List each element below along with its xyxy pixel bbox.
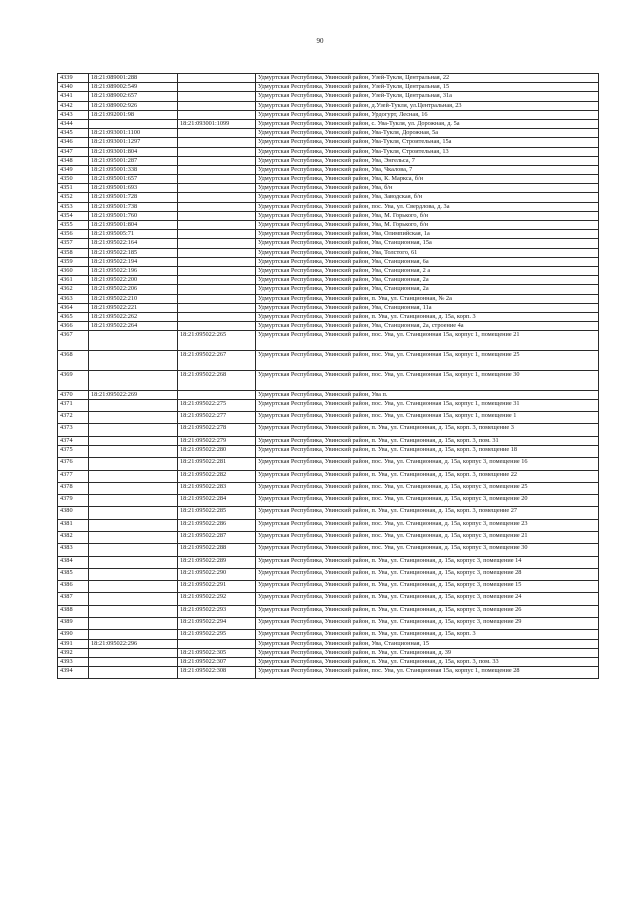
address-cell: Удмуртская Республика, Увинский район, п. Ува, ул. Станционная, д. 15а, корпус 3, помещение 14 xyxy=(256,556,599,568)
cadastral-number-cell xyxy=(89,581,178,593)
previous-number-cell: 18:21:095022:290 xyxy=(178,568,256,580)
row-number-cell: 4389 xyxy=(58,618,89,630)
cadastral-number-cell: 18:21:095022:200 xyxy=(89,276,178,285)
cadastral-number-cell xyxy=(89,556,178,568)
previous-number-cell xyxy=(178,202,256,211)
previous-number-cell xyxy=(178,193,256,202)
table-row xyxy=(58,175,599,184)
address-cell: Удмуртская Республика, Увинский район, Ува, Олимпийская, 1а xyxy=(256,230,599,239)
row-number-cell: 4375 xyxy=(58,445,89,457)
cadastral-number-cell: 18:21:093001:804 xyxy=(89,147,178,156)
table-row xyxy=(58,531,599,543)
previous-number-cell xyxy=(178,230,256,239)
previous-number-cell: 18:21:095022:307 xyxy=(178,657,256,666)
previous-number-cell: 18:21:095022:293 xyxy=(178,605,256,617)
previous-number-cell xyxy=(178,303,256,312)
table-row xyxy=(58,519,599,531)
table-row xyxy=(58,248,599,257)
table-row xyxy=(58,138,599,147)
table-row xyxy=(58,230,599,239)
address-cell: Удмуртская Республика, Увинский район, п. Ува, ул. Станционная, д. 15а, корп. 3, пом. 33 xyxy=(256,657,599,666)
row-number-cell: 4363 xyxy=(58,294,89,303)
table-row xyxy=(58,331,599,351)
row-number-cell: 4355 xyxy=(58,221,89,230)
previous-number-cell: 18:21:095022:291 xyxy=(178,581,256,593)
row-number-cell: 4349 xyxy=(58,165,89,174)
row-number-cell: 4352 xyxy=(58,193,89,202)
row-number-cell: 4394 xyxy=(58,667,89,679)
table-row xyxy=(58,285,599,294)
address-cell: Удмуртская Республика, Увинский район, Ува, Станционная, 2а xyxy=(256,285,599,294)
cadastral-number-cell xyxy=(89,507,178,519)
previous-number-cell: 18:21:095022:280 xyxy=(178,445,256,457)
previous-number-cell: 18:21:095022:279 xyxy=(178,436,256,445)
previous-number-cell xyxy=(178,312,256,321)
address-cell: Удмуртская Республика, Увинский район, Ува-Тукля, Строительная, 13 xyxy=(256,147,599,156)
cadastral-number-cell xyxy=(89,351,178,371)
table-row xyxy=(58,458,599,470)
address-cell: Удмуртская Республика, Увинский район, п. Ува, ул. Станционная, № 2а xyxy=(256,294,599,303)
cadastral-number-cell xyxy=(89,412,178,424)
table-row xyxy=(58,482,599,494)
address-cell: Удмуртская Республика, Увинский район, п. Ува, ул. Станционная, д. 15а, корп. 3, помещение 27 xyxy=(256,507,599,519)
table-row xyxy=(58,667,599,679)
row-number-cell: 4344 xyxy=(58,119,89,128)
table-row xyxy=(58,495,599,507)
row-number-cell: 4393 xyxy=(58,657,89,666)
cadastral-number-cell: 18:21:095022:269 xyxy=(89,390,178,399)
property-register-table xyxy=(57,73,599,679)
address-cell: Удмуртская Республика, Увинский район, п. Ува, ул. Станционная, д. 15а, корп. 3, пом. 31 xyxy=(256,436,599,445)
previous-number-cell: 18:21:095022:278 xyxy=(178,424,256,436)
address-cell: Удмуртская Республика, Увинский район, Ува, М. Горького, б/н xyxy=(256,211,599,220)
row-number-cell: 4380 xyxy=(58,507,89,519)
table-row xyxy=(58,276,599,285)
previous-number-cell: 18:21:095022:281 xyxy=(178,458,256,470)
previous-number-cell xyxy=(178,156,256,165)
previous-number-cell xyxy=(178,221,256,230)
previous-number-cell xyxy=(178,92,256,101)
previous-number-cell xyxy=(178,184,256,193)
row-number-cell: 4350 xyxy=(58,175,89,184)
row-number-cell: 4373 xyxy=(58,424,89,436)
previous-number-cell xyxy=(178,129,256,138)
previous-number-cell xyxy=(178,285,256,294)
row-number-cell: 4367 xyxy=(58,331,89,351)
previous-number-cell xyxy=(178,74,256,83)
cadastral-number-cell: 18:21:095001:657 xyxy=(89,175,178,184)
cadastral-number-cell: 18:21:095022:194 xyxy=(89,257,178,266)
row-number-cell: 4361 xyxy=(58,276,89,285)
row-number-cell: 4379 xyxy=(58,495,89,507)
address-cell: Удмуртская Республика, Увинский район, с. Ува-Тукля, ул. Дорожная, д. 5а xyxy=(256,119,599,128)
address-cell: Удмуртская Республика, Увинский район, Ува, К. Маркса, б/н xyxy=(256,175,599,184)
table-row xyxy=(58,74,599,83)
address-cell: Удмуртская Республика, Увинский район, пос. Ува, ул. Станционная, д. 15а, корпус 3, помещение 23 xyxy=(256,519,599,531)
address-cell: Удмуртская Республика, Увинский район, Урдогурт, Лесная, 16 xyxy=(256,110,599,119)
address-cell: Удмуртская Республика, Увинский район, п. Ува, ул. Станционная, д. 15а, корп. 3, помещение 3 xyxy=(256,424,599,436)
address-cell: Удмуртская Республика, Увинский район, пос. Ува, ул. Станционная 15а, корпус 1, помещение 21 xyxy=(256,331,599,351)
previous-number-cell: 18:21:095022:283 xyxy=(178,482,256,494)
address-cell: Удмуртская Республика, Увинский район, п. Ува, ул. Станционная, д. 15а, корпус 3, помещение 15 xyxy=(256,581,599,593)
cadastral-number-cell: 18:21:095001:738 xyxy=(89,202,178,211)
address-cell: Удмуртская Республика, Увинский район, Ува, Станционная, 15 xyxy=(256,639,599,648)
address-cell: Удмуртская Республика, Увинский район, пос. Ува, ул. Свердлова, д. 3а xyxy=(256,202,599,211)
previous-number-cell xyxy=(178,101,256,110)
table-row xyxy=(58,424,599,436)
table-row xyxy=(58,110,599,119)
table-row xyxy=(58,445,599,457)
table-row xyxy=(58,639,599,648)
table-row xyxy=(58,544,599,556)
address-cell: Удмуртская Республика, Увинский район, пос. Ува, ул. Станционная, д. 15а, корпус 3, помещение 30 xyxy=(256,544,599,556)
address-cell: Удмуртская Республика, Увинский район, Ува-Тукля, Дорожная, 5а xyxy=(256,129,599,138)
table-row xyxy=(58,294,599,303)
row-number-cell: 4390 xyxy=(58,630,89,639)
cadastral-number-cell xyxy=(89,445,178,457)
address-cell: Удмуртская Республика, Увинский район, Ува, Станционная, 15а xyxy=(256,239,599,248)
previous-number-cell: 18:21:093001:1099 xyxy=(178,119,256,128)
cadastral-number-cell: 18:21:095001:760 xyxy=(89,211,178,220)
address-cell: Удмуртская Республика, Увинский район, Ува, Заводская, б/н xyxy=(256,193,599,202)
cadastral-number-cell: 18:21:095001:693 xyxy=(89,184,178,193)
table-row xyxy=(58,211,599,220)
previous-number-cell xyxy=(178,266,256,275)
cadastral-number-cell xyxy=(89,399,178,411)
cadastral-number-cell xyxy=(89,544,178,556)
row-number-cell: 4359 xyxy=(58,257,89,266)
row-number-cell: 4381 xyxy=(58,519,89,531)
cadastral-number-cell: 18:21:092001:98 xyxy=(89,110,178,119)
row-number-cell: 4364 xyxy=(58,303,89,312)
address-cell: Удмуртская Республика, Увинский район, Ува п. xyxy=(256,390,599,399)
previous-number-cell: 18:21:095022:308 xyxy=(178,667,256,679)
table-row xyxy=(58,312,599,321)
row-number-cell: 4342 xyxy=(58,101,89,110)
address-cell: Удмуртская Республика, Увинский район, п. Ува, ул. Станционная, д. 15а, корп. 3, помещение 22 xyxy=(256,470,599,482)
address-cell: Удмуртская Республика, Увинский район, Узей-Тукля, Центральная, 31а xyxy=(256,92,599,101)
cadastral-number-cell xyxy=(89,648,178,657)
row-number-cell: 4343 xyxy=(58,110,89,119)
previous-number-cell: 18:21:095022:287 xyxy=(178,531,256,543)
previous-number-cell: 18:21:095022:305 xyxy=(178,648,256,657)
row-number-cell: 4348 xyxy=(58,156,89,165)
cadastral-number-cell xyxy=(89,519,178,531)
table-row xyxy=(58,119,599,128)
cadastral-number-cell: 18:21:095022:210 xyxy=(89,294,178,303)
table-row xyxy=(58,156,599,165)
address-cell: Удмуртская Республика, Увинский район, п. Ува, ул. Станционная, д. 15а, корпус 3, помещение 26 xyxy=(256,605,599,617)
address-cell: Удмуртская Республика, Увинский район, пос. Ува, ул. Станционная, д. 15а, корпус 3, помещение 21 xyxy=(256,531,599,543)
cadastral-number-cell xyxy=(89,531,178,543)
table-row xyxy=(58,412,599,424)
previous-number-cell xyxy=(178,147,256,156)
address-cell: Удмуртская Республика, Увинский район, п. Ува, ул. Станционная, д. 15а, корп. 3 xyxy=(256,312,599,321)
table-row xyxy=(58,129,599,138)
cadastral-number-cell: 18:21:095022:264 xyxy=(89,322,178,331)
row-number-cell: 4345 xyxy=(58,129,89,138)
cadastral-number-cell: 18:21:095022:196 xyxy=(89,266,178,275)
cadastral-number-cell xyxy=(89,657,178,666)
address-cell: Удмуртская Республика, Увинский район, Ува, б/н xyxy=(256,184,599,193)
row-number-cell: 4340 xyxy=(58,83,89,92)
row-number-cell: 4358 xyxy=(58,248,89,257)
cadastral-number-cell: 18:21:093001:1100 xyxy=(89,129,178,138)
address-cell: Удмуртская Республика, Увинский район, п. Ува, ул. Станционная, д. 15а, корпус 3, помещение 28 xyxy=(256,568,599,580)
cadastral-number-cell: 18:21:095022:296 xyxy=(89,639,178,648)
previous-number-cell xyxy=(178,239,256,248)
previous-number-cell xyxy=(178,248,256,257)
cadastral-number-cell: 18:21:095022:164 xyxy=(89,239,178,248)
address-cell: Удмуртская Республика, Увинский район, Ува, Энгельса, 7 xyxy=(256,156,599,165)
cadastral-number-cell: 18:21:095001:728 xyxy=(89,193,178,202)
address-cell: Удмуртская Республика, Увинский район, пос. Ува, ул. Станционная 15а, корпус 1, помещение 28 xyxy=(256,667,599,679)
previous-number-cell xyxy=(178,294,256,303)
row-number-cell: 4365 xyxy=(58,312,89,321)
address-cell: Удмуртская Республика, Увинский район, Ува, М. Горького, б/н xyxy=(256,221,599,230)
address-cell: Удмуртская Республика, Увинский район, пос. Ува, ул. Станционная 15а, корпус 1, помещение 31 xyxy=(256,399,599,411)
cadastral-number-cell xyxy=(89,667,178,679)
row-number-cell: 4391 xyxy=(58,639,89,648)
row-number-cell: 4385 xyxy=(58,568,89,580)
row-number-cell: 4351 xyxy=(58,184,89,193)
previous-number-cell: 18:21:095022:265 xyxy=(178,331,256,351)
previous-number-cell xyxy=(178,257,256,266)
cadastral-number-cell xyxy=(89,470,178,482)
table-row xyxy=(58,605,599,617)
row-number-cell: 4383 xyxy=(58,544,89,556)
address-cell: Удмуртская Республика, Увинский район, п. Ува, ул. Станционная, д. 39 xyxy=(256,648,599,657)
previous-number-cell: 18:21:095022:289 xyxy=(178,556,256,568)
address-cell: Удмуртская Республика, Увинский район, пос. Ува, ул. Станционная 15а, корпус 1, помещение 30 xyxy=(256,370,599,390)
table-row xyxy=(58,436,599,445)
address-cell: Удмуртская Республика, Увинский район, пос. Ува, ул. Станционная, д. 15а, корпус 3, помещение 16 xyxy=(256,458,599,470)
address-cell: Удмуртская Республика, Увинский район, Ува, Чкалова, 7 xyxy=(256,165,599,174)
row-number-cell: 4354 xyxy=(58,211,89,220)
table-row xyxy=(58,370,599,390)
row-number-cell: 4339 xyxy=(58,74,89,83)
previous-number-cell: 18:21:095022:294 xyxy=(178,618,256,630)
address-cell: Удмуртская Республика, Увинский район, пос. Ува, ул. Станционная 15а, корпус 1, помещение 1 xyxy=(256,412,599,424)
row-number-cell: 4360 xyxy=(58,266,89,275)
row-number-cell: 4353 xyxy=(58,202,89,211)
address-cell: Удмуртская Республика, Увинский район, Ува, Станционная, 2а, строение 4а xyxy=(256,322,599,331)
table-row xyxy=(58,390,599,399)
row-number-cell: 4392 xyxy=(58,648,89,657)
previous-number-cell: 18:21:095022:282 xyxy=(178,470,256,482)
previous-number-cell xyxy=(178,639,256,648)
table-row xyxy=(58,657,599,666)
table-row xyxy=(58,239,599,248)
table-row xyxy=(58,92,599,101)
address-cell: Удмуртская Республика, Увинский район, Ува, Станционная, 11а xyxy=(256,303,599,312)
address-cell: Удмуртская Республика, Увинский район, Ува, Станционная, 2 а xyxy=(256,266,599,275)
cadastral-number-cell xyxy=(89,630,178,639)
cadastral-number-cell xyxy=(89,436,178,445)
previous-number-cell: 18:21:095022:285 xyxy=(178,507,256,519)
row-number-cell: 4376 xyxy=(58,458,89,470)
address-cell: Удмуртская Республика, Увинский район, п. Ува, ул. Станционная, д. 15а, корп. 3, помещение 18 xyxy=(256,445,599,457)
previous-number-cell: 18:21:095022:268 xyxy=(178,370,256,390)
previous-number-cell: 18:21:095022:292 xyxy=(178,593,256,605)
cadastral-number-cell xyxy=(89,458,178,470)
address-cell: Удмуртская Республика, Увинский район, Ува, Станционная, 2а xyxy=(256,276,599,285)
cadastral-number-cell xyxy=(89,424,178,436)
row-number-cell: 4382 xyxy=(58,531,89,543)
cadastral-number-cell: 18:21:095005:71 xyxy=(89,230,178,239)
table-row xyxy=(58,399,599,411)
table-body xyxy=(58,74,599,679)
row-number-cell: 4371 xyxy=(58,399,89,411)
table-row xyxy=(58,147,599,156)
address-cell: Удмуртская Республика, Увинский район, Ува-Тукля, Строительная, 15а xyxy=(256,138,599,147)
address-cell: Удмуртская Республика, Увинский район, пос. Ува, ул. Станционная, д. 15а, корпус 3, помещение 20 xyxy=(256,495,599,507)
table-row xyxy=(58,556,599,568)
table-row xyxy=(58,593,599,605)
row-number-cell: 4387 xyxy=(58,593,89,605)
cadastral-number-cell: 18:21:095022:221 xyxy=(89,303,178,312)
previous-number-cell: 18:21:095022:275 xyxy=(178,399,256,411)
table-row xyxy=(58,568,599,580)
cadastral-number-cell xyxy=(89,568,178,580)
row-number-cell: 4386 xyxy=(58,581,89,593)
cadastral-number-cell xyxy=(89,495,178,507)
row-number-cell: 4356 xyxy=(58,230,89,239)
table-row xyxy=(58,618,599,630)
previous-number-cell xyxy=(178,276,256,285)
cadastral-number-cell: 18:21:089002:549 xyxy=(89,83,178,92)
previous-number-cell: 18:21:095022:295 xyxy=(178,630,256,639)
address-cell: Удмуртская Республика, Увинский район, Ува, Толстого, 61 xyxy=(256,248,599,257)
address-cell: Удмуртская Республика, Увинский район, пос. Ува, ул. Станционная 15а, корпус 1, помещение 25 xyxy=(256,351,599,371)
cadastral-number-cell xyxy=(89,605,178,617)
table-row xyxy=(58,101,599,110)
cadastral-number-cell xyxy=(89,331,178,351)
cadastral-number-cell: 18:21:093001:1297 xyxy=(89,138,178,147)
row-number-cell: 4341 xyxy=(58,92,89,101)
row-number-cell: 4357 xyxy=(58,239,89,248)
previous-number-cell: 18:21:095022:286 xyxy=(178,519,256,531)
address-cell: Удмуртская Республика, Увинский район, Узей-Тукля, Центральная, 15 xyxy=(256,83,599,92)
address-cell: Удмуртская Республика, Увинский район, п. Ува, ул. Станционная, д. 15а, корпус 3, помещение 29 xyxy=(256,618,599,630)
table-row xyxy=(58,83,599,92)
row-number-cell: 4368 xyxy=(58,351,89,371)
previous-number-cell xyxy=(178,322,256,331)
previous-number-cell xyxy=(178,211,256,220)
cadastral-number-cell: 18:21:089002:926 xyxy=(89,101,178,110)
table-row xyxy=(58,351,599,371)
address-cell: Удмуртская Республика, Увинский район, д.Узей-Тукля, ул.Центральная, 23 xyxy=(256,101,599,110)
address-cell: Удмуртская Республика, Увинский район, Узей-Тукля, Центральная, 22 xyxy=(256,74,599,83)
row-number-cell: 4378 xyxy=(58,482,89,494)
table-row xyxy=(58,266,599,275)
table-row xyxy=(58,630,599,639)
cadastral-number-cell: 18:21:095001:804 xyxy=(89,221,178,230)
table-row xyxy=(58,322,599,331)
row-number-cell: 4369 xyxy=(58,370,89,390)
cadastral-number-cell xyxy=(89,370,178,390)
cadastral-number-cell: 18:21:089001:288 xyxy=(89,74,178,83)
cadastral-number-cell: 18:21:095022:262 xyxy=(89,312,178,321)
row-number-cell: 4347 xyxy=(58,147,89,156)
previous-number-cell: 18:21:095022:267 xyxy=(178,351,256,371)
previous-number-cell xyxy=(178,138,256,147)
previous-number-cell: 18:21:095022:288 xyxy=(178,544,256,556)
previous-number-cell xyxy=(178,390,256,399)
cadastral-number-cell xyxy=(89,482,178,494)
cadastral-number-cell: 18:21:095001:338 xyxy=(89,165,178,174)
previous-number-cell: 18:21:095022:277 xyxy=(178,412,256,424)
row-number-cell: 4374 xyxy=(58,436,89,445)
table-row xyxy=(58,303,599,312)
cadastral-number-cell: 18:21:095022:185 xyxy=(89,248,178,257)
table-row xyxy=(58,507,599,519)
row-number-cell: 4388 xyxy=(58,605,89,617)
address-cell: Удмуртская Республика, Увинский район, Ува, Станционная, 6а xyxy=(256,257,599,266)
row-number-cell: 4372 xyxy=(58,412,89,424)
cadastral-number-cell xyxy=(89,593,178,605)
row-number-cell: 4370 xyxy=(58,390,89,399)
table-row xyxy=(58,221,599,230)
table-row xyxy=(58,165,599,174)
row-number-cell: 4346 xyxy=(58,138,89,147)
cadastral-number-cell xyxy=(89,119,178,128)
table-row xyxy=(58,257,599,266)
address-cell: Удмуртская Республика, Увинский район, пос. Ува, ул. Станционная, д. 15а, корпус 3, помещение 25 xyxy=(256,482,599,494)
row-number-cell: 4362 xyxy=(58,285,89,294)
cadastral-number-cell xyxy=(89,618,178,630)
previous-number-cell xyxy=(178,165,256,174)
table-row xyxy=(58,470,599,482)
table-row xyxy=(58,184,599,193)
row-number-cell: 4384 xyxy=(58,556,89,568)
previous-number-cell xyxy=(178,110,256,119)
previous-number-cell: 18:21:095022:284 xyxy=(178,495,256,507)
cadastral-number-cell: 18:21:095022:206 xyxy=(89,285,178,294)
table-row xyxy=(58,202,599,211)
cadastral-number-cell: 18:21:089002:657 xyxy=(89,92,178,101)
row-number-cell: 4377 xyxy=(58,470,89,482)
table-row xyxy=(58,193,599,202)
previous-number-cell xyxy=(178,175,256,184)
table-row xyxy=(58,648,599,657)
table-row xyxy=(58,581,599,593)
page-number: 90 xyxy=(316,37,324,45)
address-cell: Удмуртская Республика, Увинский район, п. Ува, ул. Станционная, д. 15а, корп. 3 xyxy=(256,630,599,639)
cadastral-number-cell: 18:21:095001:287 xyxy=(89,156,178,165)
row-number-cell: 4366 xyxy=(58,322,89,331)
address-cell: Удмуртская Республика, Увинский район, п. Ува, ул. Станционная, д. 15а, корпус 3, помещение 24 xyxy=(256,593,599,605)
previous-number-cell xyxy=(178,83,256,92)
